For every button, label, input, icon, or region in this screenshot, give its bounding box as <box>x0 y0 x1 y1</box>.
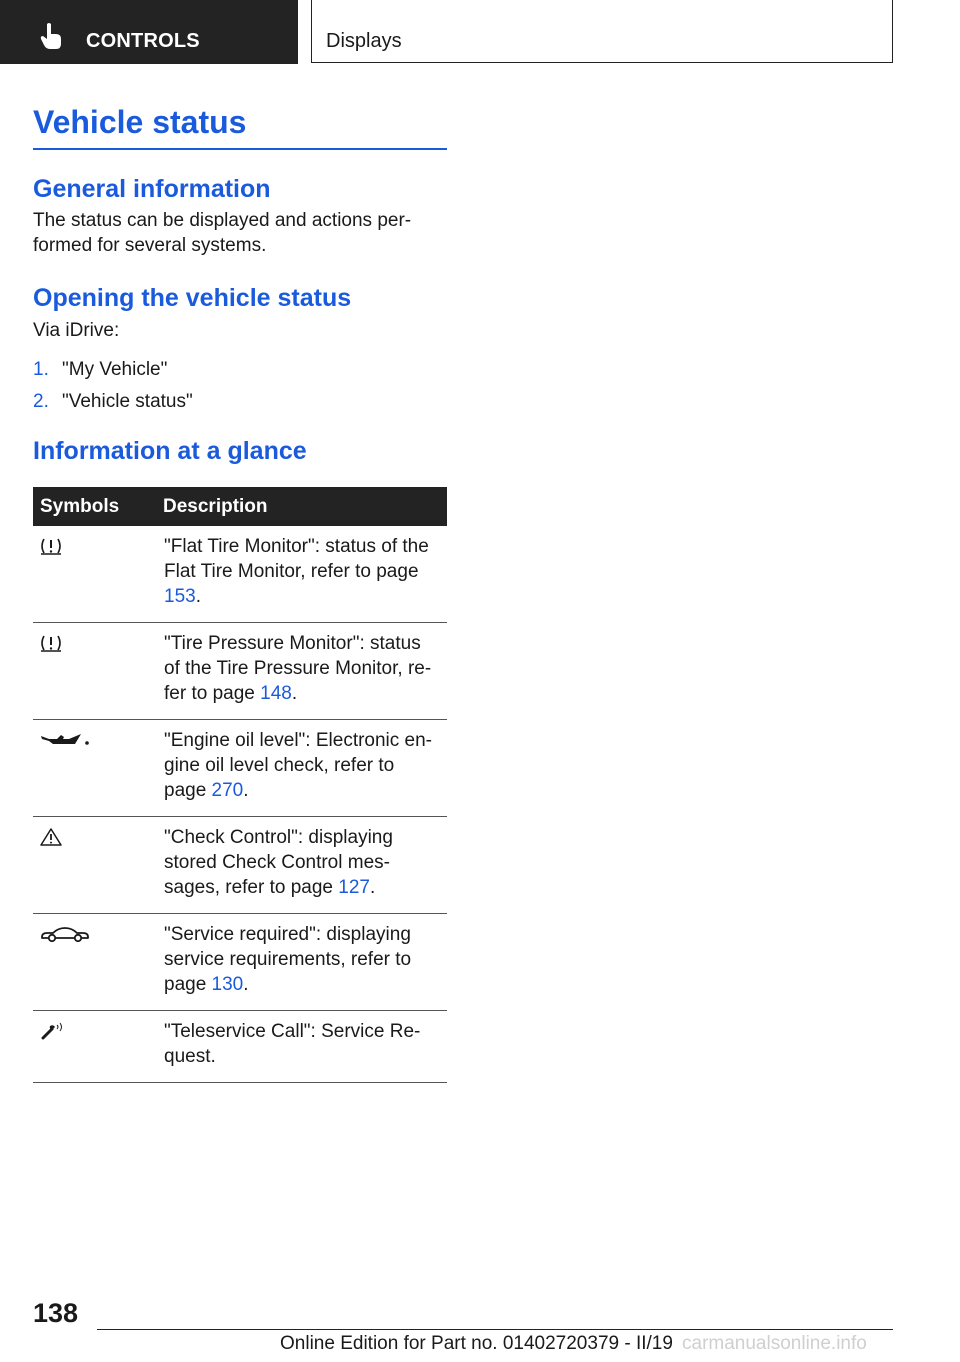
table-row <box>33 526 447 623</box>
table-row <box>33 914 447 1011</box>
description-column-header: Description <box>157 487 447 526</box>
warning-triangle-icon <box>39 831 63 852</box>
edition-text: Online Edition for Part no. 01402720379 - II/19 <box>280 1333 673 1354</box>
list-item <box>33 357 447 382</box>
wrench-signal-icon <box>39 1025 67 1046</box>
page-link[interactable]: 130 <box>211 974 244 995</box>
row-description: "Check Control": displaying stored Check Control mes-sages, refer to page 127. <box>157 817 447 914</box>
step-number: 1. <box>33 359 49 380</box>
page-link[interactable]: 270 <box>211 780 244 801</box>
step-text: "My Vehicle" <box>62 359 168 380</box>
page-link[interactable]: 148 <box>260 683 292 704</box>
table-row <box>33 817 447 914</box>
table-row <box>33 623 447 720</box>
table-row <box>33 1011 447 1083</box>
main-content <box>33 100 447 1083</box>
symbols-table <box>33 487 447 1083</box>
chapter-tab <box>0 0 298 64</box>
steps-list <box>33 357 447 414</box>
page-link[interactable]: 153 <box>164 586 196 607</box>
row-description: "Teleservice Call": Service Re-quest. <box>157 1011 447 1083</box>
via-idrive-text: Via iDrive: <box>33 320 120 341</box>
table-row <box>33 720 447 817</box>
symbols-column-header: Symbols <box>33 487 157 526</box>
chapter-label: CONTROLS <box>86 30 200 52</box>
step-text: "Vehicle status" <box>62 391 193 412</box>
row-description: "Service required": displaying service requirements, refer to page 130. <box>157 914 447 1011</box>
footer-divider <box>97 1329 893 1330</box>
glance-heading: Information at a glance <box>33 437 307 465</box>
car-service-icon <box>39 928 91 949</box>
watermark: carmanualsonline.info <box>682 1333 867 1354</box>
page-link[interactable]: 127 <box>338 877 370 898</box>
row-description: "Flat Tire Monitor": status of the Flat Tire Monitor, refer to page 153. <box>157 526 447 623</box>
tire-pressure-warning-icon <box>39 637 63 658</box>
page-title: Vehicle status <box>33 100 447 150</box>
general-information-text: The status can be displayed and actions per-formed for several systems. <box>33 210 412 256</box>
step-number: 2. <box>33 391 49 412</box>
flat-tire-warning-icon <box>39 540 63 561</box>
page-number: 138 <box>33 1298 79 1328</box>
row-description: "Tire Pressure Monitor": status of the Tire Pressure Monitor, re-fer to page 148. <box>157 623 447 720</box>
opening-heading: Opening the vehicle status <box>33 284 352 312</box>
general-information-heading: General information <box>33 175 271 203</box>
pointing-hand-icon <box>38 22 64 55</box>
section-tab <box>311 0 893 63</box>
row-description: "Engine oil level": Electronic en-gine oil level check, refer to page 270. <box>157 720 447 817</box>
list-item <box>33 389 447 414</box>
section-label: Displays <box>326 30 402 52</box>
oil-can-icon <box>39 734 91 755</box>
